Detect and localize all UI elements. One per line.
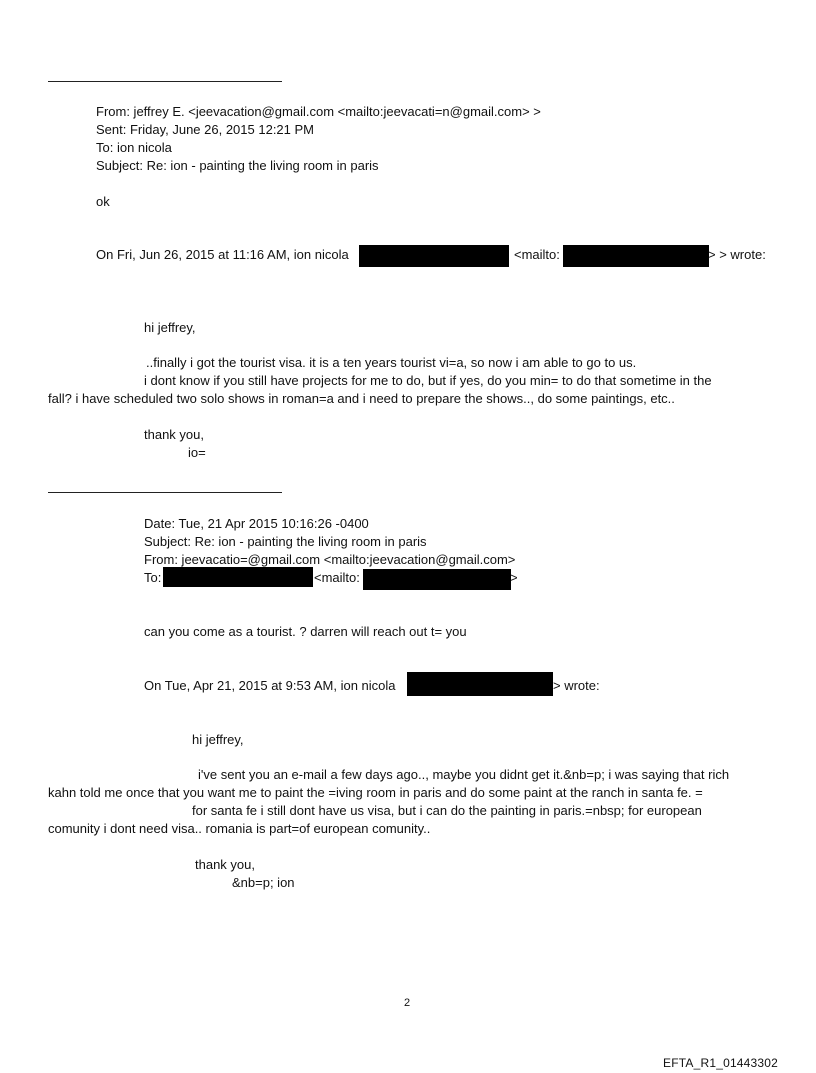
message1-body: ok [96,194,110,209]
message2-date: Date: Tue, 21 Apr 2015 10:16:26 -0400 [144,516,369,531]
message2-signature: &nb=p; ion [232,875,295,890]
message2-subject: Subject: Re: ion - painting the living room in paris [144,534,427,549]
message1-para1: ..finally i got the tourist visa. it is a ten years tourist vi=a, so now i am able to go to us. [146,355,637,370]
message2-para1-line2: kahn told me once that you want me to paint the =iving room in paris and do some paint at the ranch in santa fe. = [48,785,703,800]
document-id-footer: EFTA_R1_01443302 [663,1056,779,1070]
message1-sent: Sent: Friday, June 26, 2015 12:21 PM [96,122,315,137]
redaction-box [363,569,511,590]
redaction-box [359,245,509,267]
message2-greeting: hi jeffrey, [192,732,244,747]
message2-para1-line1: i've sent you an e-mail a few days ago.., maybe you didnt get it.&nb=p; i was saying that rich [198,767,730,782]
message1-quote-suffix: > > wrote: [708,247,766,262]
message2-para1-line4: comunity i dont need visa.. romania is part=of european comunity.. [48,821,431,836]
message2-body: can you come as a tourist. ? darren will reach out t= you [144,624,467,639]
message1-to: To: ion nicola [96,140,172,155]
message1-signature: io= [188,445,206,460]
separator-rule-2 [48,492,282,493]
message1-quote-mailto: <mailto: [514,247,560,262]
redaction-box [163,567,313,587]
redaction-box [563,245,709,267]
message2-to-mailto: <mailto: [314,570,360,585]
message2-from: From: jeevacatio=@gmail.com <mailto:jeevacation@gmail.com> [144,552,516,567]
message2-para1-line3: for santa fe i still dont have us visa, but i can do the painting in paris.=nbsp; for european [192,803,702,818]
message1-subject: Subject: Re: ion - painting the living room in paris [96,158,379,173]
message1-signoff: thank you, [144,427,204,442]
message1-greeting: hi jeffrey, [144,320,196,335]
message1-from: From: jeffrey E. <jeevacation@gmail.com <mailto:jeevacati=n@gmail.com> > [96,104,541,119]
message1-para2-line1: i dont know if you still have projects for me to do, but if yes, do you min= to do that sometime in the [144,373,712,388]
message1-quote-prefix: On Fri, Jun 26, 2015 at 11:16 AM, ion nicola [96,247,349,262]
message2-quote-prefix: On Tue, Apr 21, 2015 at 9:53 AM, ion nicola [144,678,396,693]
redaction-box [407,672,553,696]
message2-signoff: thank you, [195,857,255,872]
message2-to-suffix: > [510,570,518,585]
page-number: 2 [404,997,411,1009]
message2-to-label: To: [144,570,162,585]
message2-quote-suffix: > wrote: [553,678,600,693]
separator-rule-1 [48,81,282,82]
message1-para2-line2: fall? i have scheduled two solo shows in roman=a and i need to prepare the shows.., do some paintings, etc.. [48,391,675,406]
